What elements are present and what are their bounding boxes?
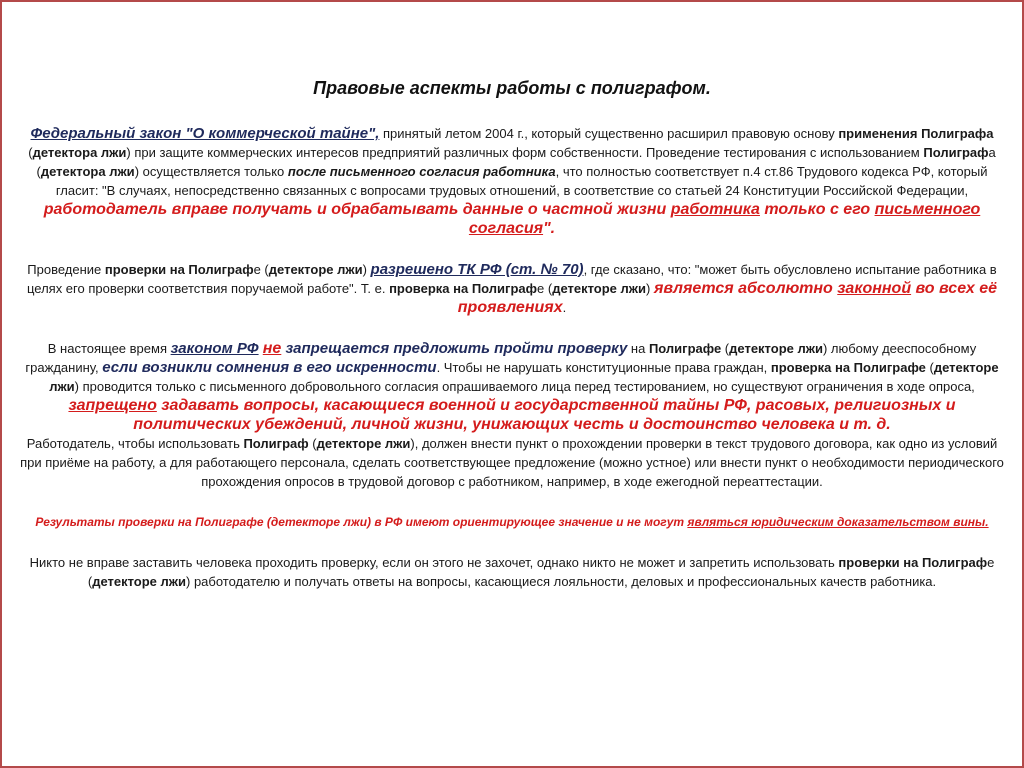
bold-text: детектора лжи	[32, 145, 127, 160]
highlight-text: является абсолютно	[653, 280, 838, 297]
paragraph-current-law	[18, 339, 1006, 434]
text: а (	[36, 145, 996, 179]
text: на	[627, 341, 649, 356]
paragraph-results	[18, 513, 1006, 531]
paragraph-employer	[18, 434, 1006, 491]
law-reference: законом РФ	[170, 340, 259, 357]
text: е (	[537, 281, 553, 296]
paragraph-final	[18, 553, 1006, 591]
slide-content	[18, 76, 1006, 613]
text: принятый летом 2004 г., который существенно расширил правовую основу	[379, 126, 839, 141]
text: (	[308, 436, 317, 451]
bold-text: Полиграф	[243, 436, 309, 451]
bold-text: детекторе лжи	[92, 574, 186, 589]
bold-text: проверка на Полиграф	[389, 281, 538, 296]
text: Проведение	[27, 262, 105, 277]
bold-text: детекторе лжи	[49, 360, 999, 394]
bold-text: Полиграф	[923, 145, 989, 160]
highlight-underlined-text: не	[262, 340, 282, 357]
text: В настоящее время	[47, 341, 171, 356]
bold-text: детектора лжи	[40, 164, 135, 179]
text: ), должен внести пункт о прохождении проверки в текст трудового договора, как одно из условий при приёме на работу, а для работающего персонала, сделать соответствующее предложение (можно устное) или внести пункт о необходимости периодического прохождения опросов в трудовой договор с работником, например, в ходе ежегодной переаттестации.	[20, 436, 1004, 489]
highlight-text: Результаты проверки на Полиграфе (детекторе лжи) в РФ имеют ориентирующее значение и не могут	[35, 515, 688, 529]
bold-text: проверка на Полиграфе	[770, 360, 926, 375]
highlight-text: во всех её проявлениях	[457, 280, 998, 316]
text: . Чтобы не нарушать конституционные права граждан,	[436, 360, 771, 375]
highlight-text: задавать вопросы, касающиеся военной и государственной тайны РФ, расовых, религиозных и политических убеждений, личной жизни, унижающих честь и достоинство человека и т. д.	[133, 397, 956, 433]
highlight-text: только с его	[759, 201, 875, 218]
bold-text: детекторе лжи	[552, 281, 646, 296]
text: е (	[253, 262, 269, 277]
text: ) любому дееспособному гражданину,	[25, 341, 977, 375]
text: (	[721, 341, 730, 356]
text: ) при защите коммерческих интересов предприятий различных форм собственности. Проведение тестирования с использованием	[126, 145, 924, 160]
text: )	[646, 281, 654, 296]
text: е (	[87, 555, 995, 589]
bold-text: Полиграфе	[648, 341, 722, 356]
paragraph-trade-secret-law	[18, 124, 1006, 238]
emphasis-text: если возникли сомнения в его искренности	[102, 359, 437, 376]
highlight-underlined-text: законной	[837, 280, 912, 297]
highlight-underlined-text: работника	[670, 201, 760, 218]
highlight-text: ".	[543, 220, 556, 237]
bold-text: детекторе лжи	[316, 436, 411, 451]
page-title: Правовые аспекты работы с полиграфом.	[313, 78, 711, 98]
text: (	[28, 145, 33, 160]
text: )	[362, 262, 371, 277]
text: Работодатель, чтобы использовать	[26, 436, 244, 451]
text: ) осуществляется только	[134, 164, 288, 179]
highlight-underlined-text: письменного согласия	[468, 201, 981, 237]
bold-text: проверки на Полиграф	[838, 555, 988, 570]
bold-text: детекторе лжи	[729, 341, 823, 356]
text: .	[562, 300, 567, 315]
text: , где сказано, что: "может быть обусловлено испытание работника в целях его проверки соответствия поручаемой работе". Т. е.	[26, 262, 997, 296]
text: Никто не вправе заставить человека проходить проверку, если он этого не захочет, однако никто не может и запретить использовать	[29, 555, 839, 570]
highlight-text: работодатель вправе получать и обрабатывать данные о частной жизни	[43, 201, 671, 218]
bold-text: применения Полиграфа	[838, 126, 994, 141]
text: ) работодателю и получать ответы на вопросы, касающиеся лояльности, деловых и профессиональных качеств работника.	[186, 574, 937, 589]
paragraph-labor-code	[18, 260, 1006, 317]
law-reference: разрешено ТК РФ (ст. № 70)	[370, 261, 584, 278]
bold-text: детекторе лжи	[268, 262, 363, 277]
text: (	[925, 360, 934, 375]
bold-italic-text: после письменного согласия работника	[287, 164, 556, 179]
highlight-underlined-text: являться юридическим доказательством вины.	[687, 515, 989, 529]
law-name: Федеральный закон "О коммерческой тайне",	[30, 125, 380, 142]
emphasis-text: запрещается предложить пройти проверку	[281, 340, 628, 357]
text: ) проводится только с письменного добровольного согласия опрашиваемого лица перед тестированием, но существуют ограничения в ходе опроса,	[74, 379, 975, 394]
highlight-underlined-text: запрещено	[68, 397, 157, 414]
text: , что полностью соответствует п.4 ст.86 Трудового кодекса РФ, который гласит: "В случаях, непосредственно связанных с вопросами трудовых отношений, в соответствие со статьей 24 Конституции Российской Федерации,	[55, 164, 988, 198]
bold-text: проверки на Полиграф	[104, 262, 254, 277]
